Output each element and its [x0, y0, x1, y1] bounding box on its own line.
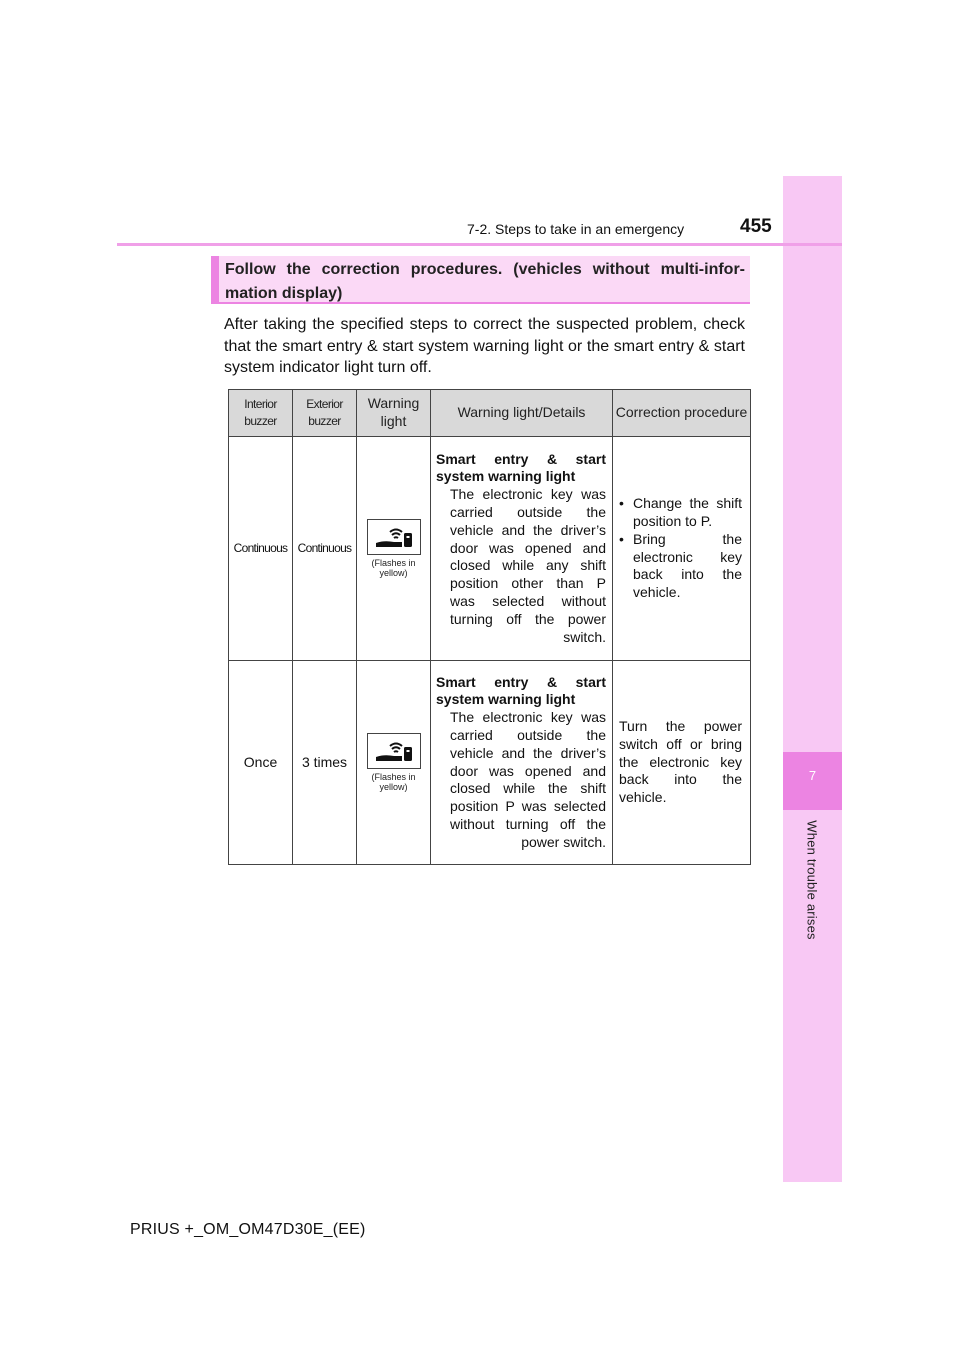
chapter-side-strip [783, 176, 842, 1182]
table-row [229, 661, 751, 865]
flash-note: (Flashes in yellow) [371, 772, 416, 792]
correction-item: • Bring the electronic key back into the vehicle. [619, 531, 742, 602]
intro-paragraph: After taking the specified steps to correct the suspected problem, check that the smart entry & start system warning light or the smart entry & start system indicator light turn off. [224, 316, 745, 376]
header-section-title: 7-2. Steps to take in an emergency [467, 221, 685, 237]
section-heading-bar [211, 256, 219, 304]
detail-title: Smart entry & start system warning light [436, 673, 606, 708]
smart-key-warning-icon [367, 519, 421, 555]
interior-buzzer-value: Continuous [229, 437, 293, 661]
exterior-buzzer-value: Continuous [293, 437, 357, 661]
flash-note: (Flashes in yellow) [371, 558, 416, 578]
header-warning-light: Warning light [357, 390, 431, 437]
warning-light-cell [357, 437, 431, 661]
header-details: Warning light/Details [431, 390, 613, 437]
header-rule [117, 243, 842, 246]
correction-item: • Change the shift position to P. [619, 495, 742, 531]
correction-cell [613, 437, 751, 661]
warning-light-cell [357, 661, 431, 865]
detail-title: Smart entry & start system warning light [436, 450, 606, 485]
page-number: 455 [740, 216, 772, 237]
header-interior-buzzer: Interior buzzer [229, 390, 293, 437]
correction-list [619, 495, 742, 602]
chapter-label: When trouble arises [804, 820, 820, 940]
header-exterior-buzzer: Exterior buzzer [293, 390, 357, 437]
header-correction: Correction procedure [613, 390, 751, 437]
chapter-number: 7 [808, 768, 817, 783]
details-cell [431, 661, 613, 865]
correction-text: Turn the power switch off or bring the electronic key back into the vehicle. [619, 718, 742, 806]
warning-table [228, 389, 751, 865]
section-heading: Follow the correction procedures. (vehicles without multi-infor-mation display) [225, 261, 745, 302]
table-row [229, 437, 751, 661]
footer-doc-code: PRIUS +_OM_OM47D30E_(EE) [130, 1221, 366, 1238]
table-header-row [229, 390, 751, 437]
smart-key-warning-icon [367, 733, 421, 769]
details-cell [431, 437, 613, 661]
correction-cell [613, 661, 751, 865]
detail-text: The electronic key was carried outside the vehicle and the driver’s door was opened and closed while any shift position other than P was selected without turning off the power switch. [450, 486, 606, 645]
detail-text: The electronic key was carried outside the vehicle and the driver’s door was opened and closed while the shift position P was selected without turning off the power switch. [450, 709, 606, 850]
exterior-buzzer-value: 3 times [293, 661, 357, 865]
interior-buzzer-value: Once [229, 661, 293, 865]
